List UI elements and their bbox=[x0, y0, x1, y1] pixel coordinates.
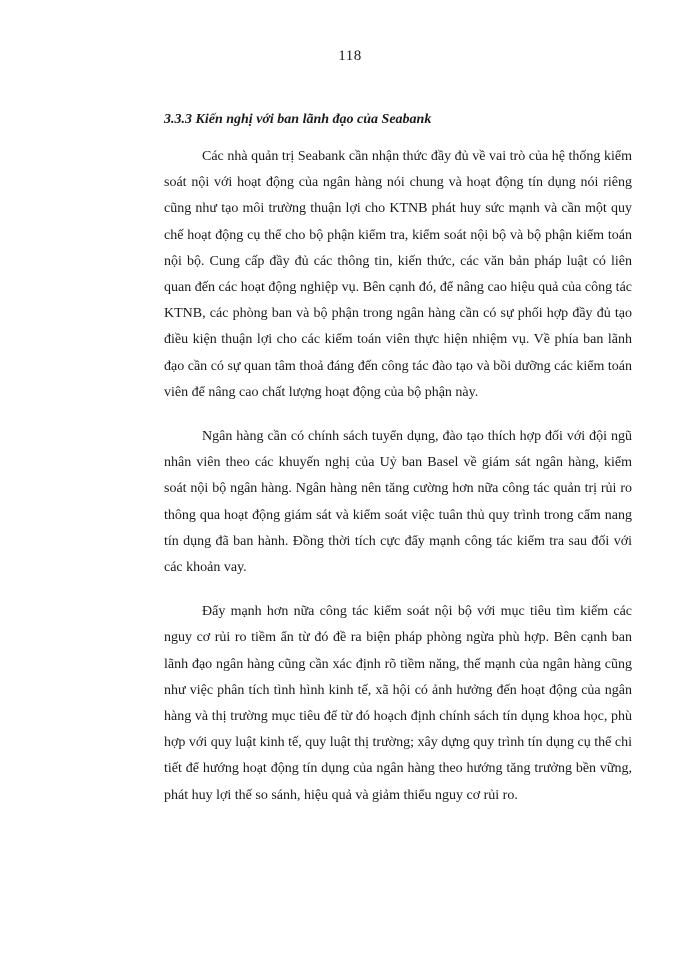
body-text bbox=[164, 144, 632, 827]
paragraph: Ngân hàng cần có chính sách tuyển dụng, đào tạo thích hợp đối với đội ngũ nhân viên theo các khuyến nghị của Uỷ ban Basel về giám sát ngân hàng, kiểm soát nội bộ ngân hàng. Ngân hàng nên tăng cường hơn nữa công tác quản trị rủi ro thông qua hoạt động giám sát và kiểm soát việc tuân thủ quy trình trong cẩm nang tín dụng đã ban hành. Đồng thời tích cực đẩy mạnh công tác kiểm tra sau đối với các khoản vay. bbox=[164, 429, 632, 576]
paragraph: Đẩy mạnh hơn nữa công tác kiểm soát nội bộ với mục tiêu tìm kiếm các nguy cơ rủi ro tiềm ẩn từ đó đề ra biện pháp phòng ngừa phù hợp. Bên cạnh ban lãnh đạo ngân hàng cũng cần xác định rõ tiềm năng, thế mạnh của ngân hàng cũng như việc phân tích tình hình kinh tế, xã hội có ảnh hưởng đến hoạt động của ngân hàng và thị trường mục tiêu để từ đó hoạch định chính sách tín dụng khoa học, phù hợp với quy luật kinh tế, quy luật thị trường; xây dựng quy trình tín dụng cụ thể chi tiết để hướng hoạt động tín dụng của ngân hàng theo hướng tăng trưởng bền vững, phát huy lợi thế so sánh, hiệu quả và giảm thiểu nguy cơ rủi ro. bbox=[164, 604, 632, 803]
section-heading: 3.3.3 Kiến nghị với ban lãnh đạo của Seabank bbox=[164, 112, 432, 127]
page-number: 118 bbox=[338, 48, 362, 64]
paragraph: Các nhà quản trị Seabank cần nhận thức đầy đủ về vai trò của hệ thống kiểm soát nội với hoạt động của ngân hàng nói chung và hoạt động tín dụng nói riêng cũng như tạo môi trường thuận lợi cho KTNB phát huy sức mạnh và cần một quy chế hoạt động cụ thể cho bộ phận kiểm tra, kiểm soát nội bộ và bộ phận kiểm toán nội bộ. Cung cấp đầy đủ các thông tin, kiến thức, các văn bản pháp luật có liên quan đến các hoạt động nghiệp vụ. Bên cạnh đó, để nâng cao hiệu quả của công tác KTNB, các phòng ban và bộ phận trong ngân hàng cần có sự phối hợp đầy đủ tạo điều kiện thuận lợi cho các kiểm toán viên thực hiện nhiệm vụ. Về phía ban lãnh đạo cần có sự quan tâm thoả đáng đến công tác đào tạo và bồi dưỡng các kiểm toán viên để nâng cao chất lượng hoạt động của bộ phận này. bbox=[164, 149, 632, 400]
